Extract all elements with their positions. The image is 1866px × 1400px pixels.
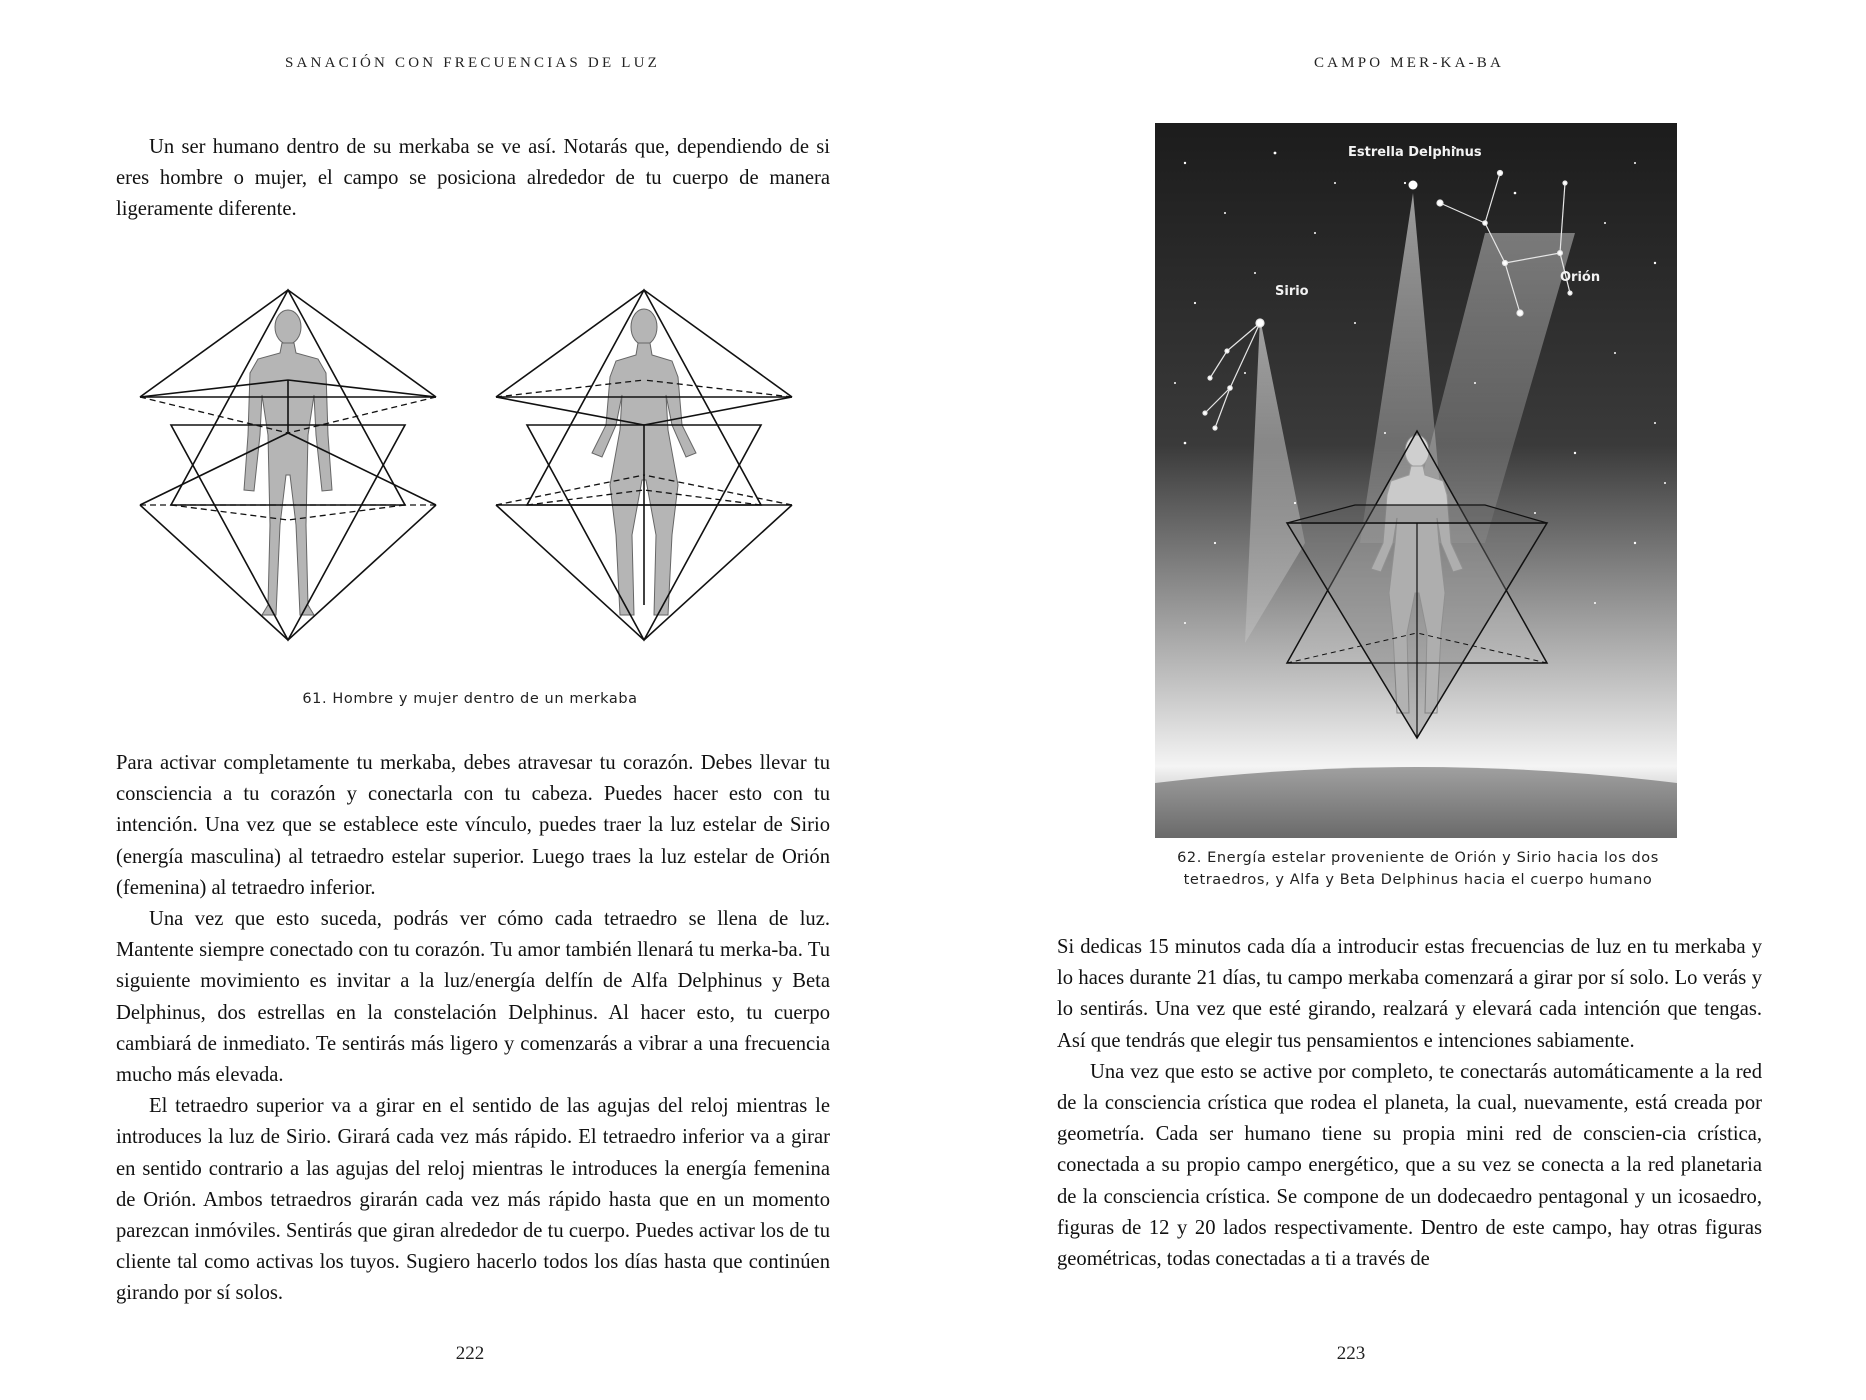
starfield-merkaba-figure: [1155, 123, 1677, 838]
label-delphinus: Estrella Delphinus: [1348, 145, 1482, 160]
delphinus-star: [1409, 181, 1418, 190]
label-orion: Orión: [1560, 270, 1601, 285]
merkaba-figure-man-woman: [130, 285, 810, 665]
man-body: [244, 310, 332, 615]
figure-caption: [1078, 847, 1758, 891]
paragraph: El tetraedro superior va a girar en el sentido de las agujas del reloj mientras le introduces la luz de Sirio. Girará cada vez más rápido. El tetraedro inferior va a girar en sentido contrario a las agujas del reloj mientras le introduces la energía femenina de Orión. Ambos tetraedros girarán cada vez más rápido hasta que en un momento parezcan inmóviles. Sentirás que giran alrededor de tu cuerpo. Puedes activar los de tu cliente tal como activas los tuyos. Sugiero hacerlo todos los días hasta que continúen girando por sí solos.: [116, 1095, 830, 1305]
caption-line: 62. Energía estelar proveniente de Orión y Sirio hacia los dos: [1177, 850, 1659, 866]
page-number: 223: [1336, 1343, 1366, 1364]
label-sirio: Sirio: [1275, 284, 1309, 299]
figure-caption: 61. Hombre y mujer dentro de un merkaba: [302, 691, 638, 707]
planet-horizon: [1155, 767, 1677, 838]
body-text: [116, 748, 830, 1310]
caption-line: tetraedros, y Alfa y Beta Delphinus hacia el cuerpo humano: [1183, 872, 1653, 888]
paragraph: Para activar completamente tu merkaba, debes atravesar tu corazón. Debes llevar tu consciencia a tu corazón y conectarla con tu cabeza. Puedes hacer esto con tu intención. Una vez que se establece este vínculo, puedes traer la luz estelar de Sirio (energía masculina) al tetraedro estelar superior. Luego traes la luz estelar de Orión (femenina) al tetraedro inferior.: [116, 752, 830, 899]
paragraph: Una vez que esto se active por completo, te conectarás automáticamente a la red de la consciencia crística que rodea el planeta, la cual, nuevamente, está creada por geometría. Cada ser humano tiene su propia mini red de conscien-cia crística, conectada a su propio campo energético, que a su vez se conecta a la red planetaria de la consciencia crística. Se compone de un dodecaedro pentagonal y un icosaedro, figuras de 12 y 20 lados respectivamente. Dentro de este campo, hay otras figuras geométricas, todas conectadas a ti a través de: [1057, 1060, 1762, 1271]
body-text: [1057, 932, 1762, 1275]
woman-merkaba: [496, 290, 792, 640]
paragraph: Una vez que esto suceda, podrás ver cómo cada tetraedro se llena de luz. Mantente siempre conectado con tu corazón. Tu amor también llenará tu merka-ba. Tu siguiente movimiento es invitar a la luz/energía delfín de Alfa Delphinus y Beta Delphinus, dos estrellas en la constelación Delphinus. Al hacer esto, tu cuerpo cambiará de inmediato. Te sentirás más ligero y comenzarás a vibrar a una frecuencia mucho más elevada.: [116, 908, 830, 1087]
running-head: CAMPO MER-KA-BA: [1313, 55, 1505, 71]
right-page: [933, 0, 1866, 1400]
man-merkaba: [140, 290, 436, 640]
running-head: SANACIÓN CON FRECUENCIAS DE LUZ: [284, 55, 661, 71]
page-number: 222: [455, 1343, 485, 1364]
paragraph: Si dedicas 15 minutos cada día a introducir estas frecuencias de luz en tu merkaba y lo haces durante 21 días, tu campo merkaba comenzará a girar por sí solo. Lo verás y lo sentirás. Una vez que esté girando, realzará y elevará cada intención que tengas. Así que tendrás que elegir tus pensamientos e intenciones sabiamente.: [1057, 936, 1762, 1052]
intro-paragraph: [116, 132, 830, 226]
intro-paragraph-text: Un ser humano dentro de su merkaba se ve así. Notarás que, dependiendo de si eres hombre o mujer, el campo se posiciona alrededor de tu cuerpo de manera ligeramente diferente.: [116, 136, 830, 221]
